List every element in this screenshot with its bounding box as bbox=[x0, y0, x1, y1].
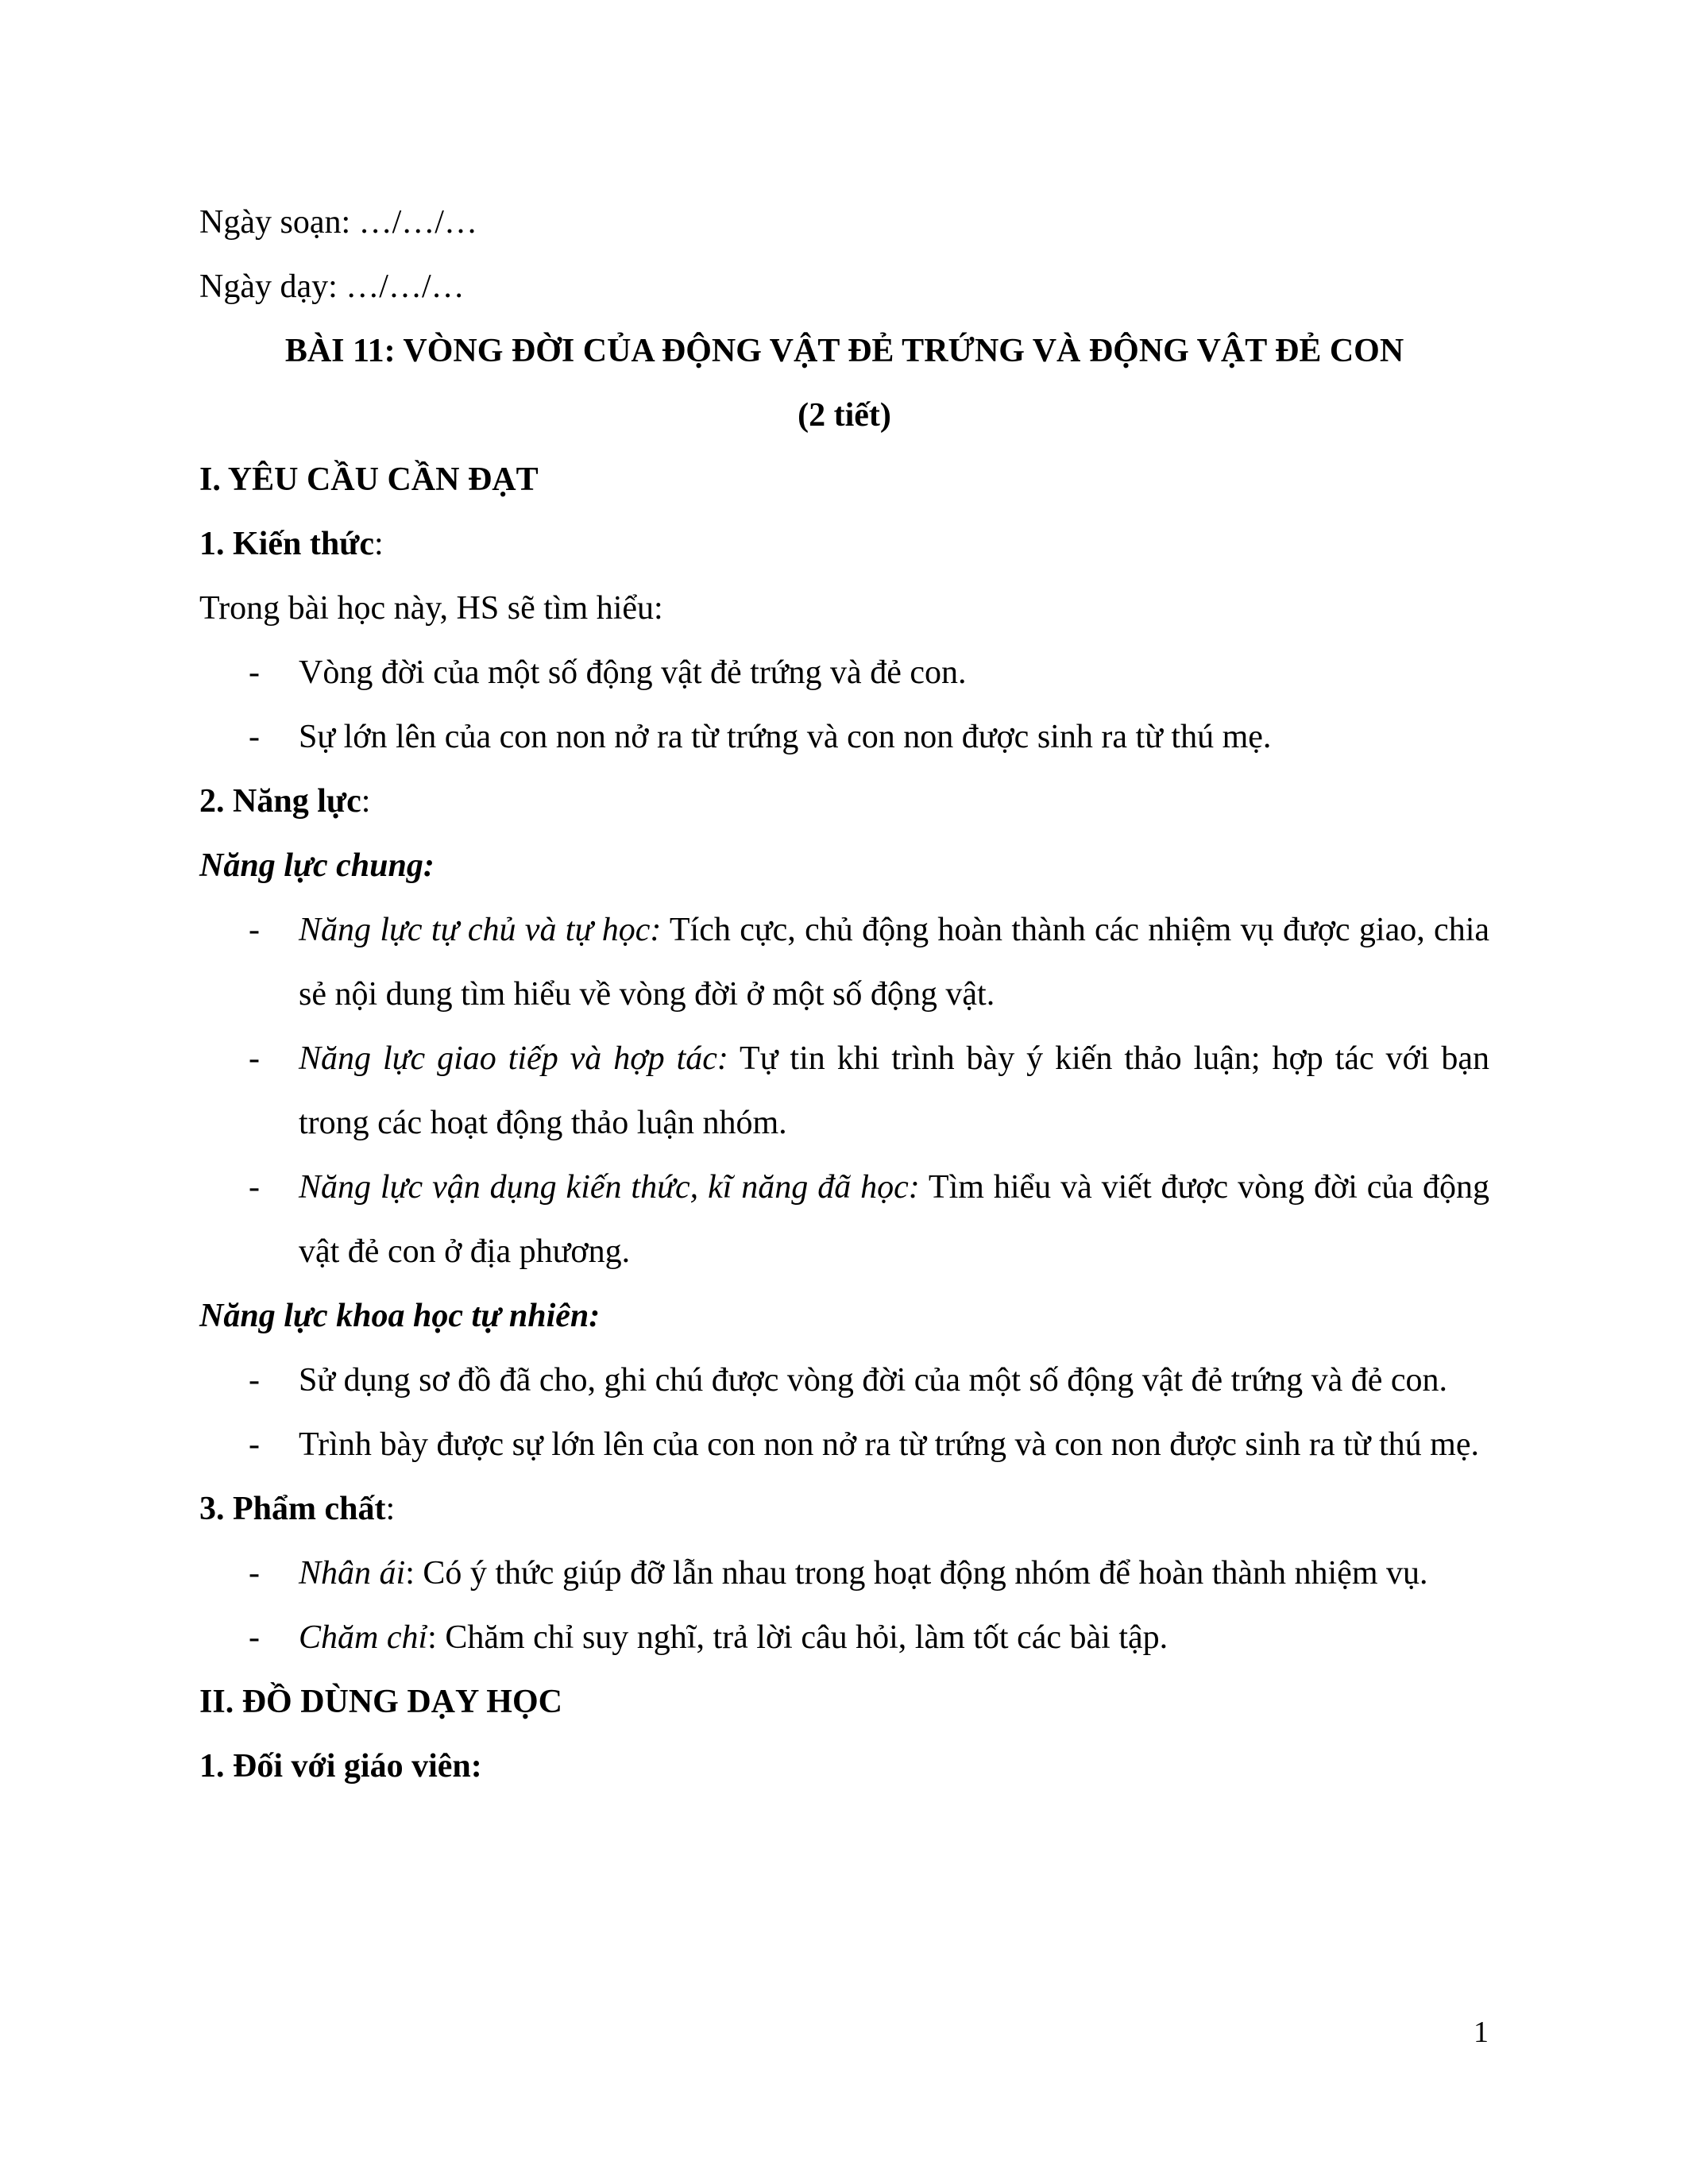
list-item bbox=[199, 705, 1489, 770]
teacher-materials-heading: 1. Đối với giáo viên: bbox=[199, 1748, 482, 1785]
list-item bbox=[199, 1027, 1489, 1156]
general-competence-heading: Năng lực chung: bbox=[199, 847, 435, 884]
item-text: Trình bày được sự lớn lên của con non nở ra từ trứng và con non được sinh ra từ thú mẹ. bbox=[299, 1426, 1479, 1463]
competence-heading: 2. Năng lực bbox=[199, 783, 361, 820]
bullet-dash: - bbox=[249, 912, 260, 948]
qualities-heading: 3. Phẩm chất bbox=[199, 1491, 386, 1527]
item-text: Sự lớn lên của con non nở ra từ trứng và con non được sinh ra từ thú mẹ. bbox=[299, 719, 1272, 755]
bullet-dash: - bbox=[249, 1555, 260, 1592]
item-label: Chăm chỉ bbox=[299, 1619, 428, 1656]
list-item bbox=[199, 1349, 1489, 1413]
item-text: Sử dụng sơ đồ đã cho, ghi chú được vòng đời của một số động vật đẻ trứng và đẻ con. bbox=[299, 1362, 1448, 1399]
section-heading-requirements: I. YÊU CẦU CẦN ĐẠT bbox=[199, 461, 539, 498]
item-text: : Có ý thức giúp đỡ lẫn nhau trong hoạt động nhóm để hoàn thành nhiệm vụ. bbox=[405, 1555, 1428, 1592]
bullet-dash: - bbox=[249, 1619, 260, 1656]
page-number: 1 bbox=[1474, 2016, 1489, 2049]
item-label: Nhân ái bbox=[299, 1555, 406, 1592]
knowledge-heading: 1. Kiến thức bbox=[199, 526, 375, 562]
science-competence-heading: Năng lực khoa học tự nhiên: bbox=[199, 1298, 601, 1334]
item-text: Tích cực, chủ động hoàn thành các nhiệm vụ được giao, chia sẻ nội dung tìm hiểu về vòng đời ở một số động vật. bbox=[299, 912, 1489, 1013]
bullet-dash: - bbox=[249, 1362, 260, 1399]
date-prepared: Ngày soạn: …/…/… bbox=[199, 204, 477, 241]
colon: : bbox=[385, 1491, 396, 1527]
item-label: Năng lực vận dụng kiến thức, kĩ năng đã học: bbox=[299, 1169, 920, 1206]
list-item bbox=[199, 1156, 1489, 1284]
list-item bbox=[199, 641, 1489, 705]
item-text: Vòng đời của một số động vật đẻ trứng và đẻ con. bbox=[299, 654, 967, 691]
section-heading-materials: II. ĐỒ DÙNG DẠY HỌC bbox=[199, 1684, 562, 1720]
lesson-title: BÀI 11: VÒNG ĐỜI CỦA ĐỘNG VẬT ĐẺ TRỨNG VÀ ĐỘNG VẬT ĐẺ CON bbox=[284, 333, 1404, 369]
knowledge-intro: Trong bài học này, HS sẽ tìm hiểu: bbox=[199, 590, 663, 627]
bullet-dash: - bbox=[249, 719, 260, 755]
list-item bbox=[199, 1606, 1489, 1670]
knowledge-heading-line bbox=[199, 512, 1489, 577]
item-text: Tìm hiểu và viết được vòng đời của động vật đẻ con ở địa phương. bbox=[299, 1169, 1489, 1270]
document-page bbox=[199, 191, 1489, 1799]
item-label: Năng lực tự chủ và tự học: bbox=[299, 912, 662, 948]
list-item bbox=[199, 1413, 1489, 1477]
colon: : bbox=[361, 783, 371, 820]
bullet-dash: - bbox=[249, 1040, 260, 1077]
bullet-dash: - bbox=[249, 1426, 260, 1463]
bullet-dash: - bbox=[249, 1169, 260, 1206]
item-text: Tự tin khi trình bày ý kiến thảo luận; hợp tác với bạn trong các hoạt động thảo luận nhóm. bbox=[299, 1040, 1489, 1141]
item-label: Năng lực giao tiếp và hợp tác: bbox=[299, 1040, 728, 1077]
date-taught: Ngày dạy: …/…/… bbox=[199, 268, 465, 305]
qualities-heading-line bbox=[199, 1477, 1489, 1542]
competence-heading-line bbox=[199, 770, 1489, 834]
list-item bbox=[199, 898, 1489, 1027]
colon: : bbox=[374, 526, 384, 562]
item-text: : Chăm chỉ suy nghĩ, trả lời câu hỏi, làm tốt các bài tập. bbox=[427, 1619, 1168, 1656]
bullet-dash: - bbox=[249, 654, 260, 691]
list-item bbox=[199, 1542, 1489, 1606]
lesson-duration: (2 tiết) bbox=[798, 397, 891, 434]
